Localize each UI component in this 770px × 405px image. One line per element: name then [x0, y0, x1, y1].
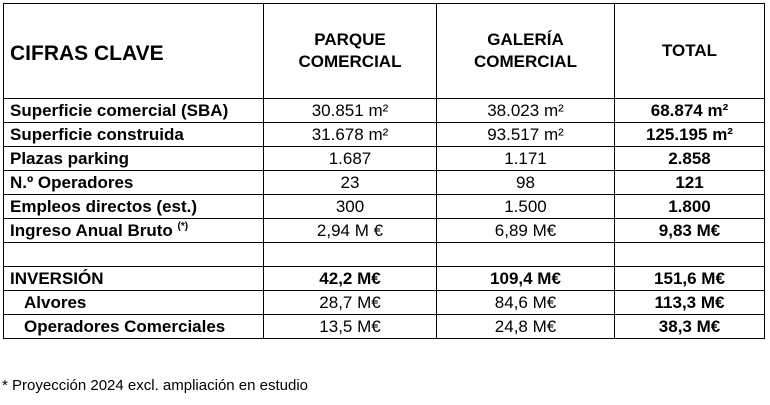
row-label: Superficie construida	[4, 123, 264, 147]
row-label: Superficie comercial (SBA)	[4, 99, 264, 123]
row-label: INVERSIÓN	[4, 267, 264, 291]
cell-galeria: 1.171	[437, 147, 615, 171]
column-header-line: COMERCIAL	[298, 52, 402, 71]
column-header-parque-comercial	[264, 4, 437, 99]
row-label	[4, 219, 264, 243]
table-row	[4, 171, 765, 195]
cell-parque: 300	[264, 195, 437, 219]
cell-galeria: 109,4 M€	[437, 267, 615, 291]
empty-row	[4, 243, 765, 267]
column-header-galeria-comercial	[437, 4, 615, 99]
key-figures-table	[3, 3, 765, 339]
row-label-text: Ingreso Anual Bruto	[10, 221, 173, 240]
table-row	[4, 147, 765, 171]
cell-galeria: 24,8 M€	[437, 315, 615, 339]
row-label: Alvores	[4, 291, 264, 315]
cell-total: 125.195 m²	[615, 123, 765, 147]
cell-total: 2.858	[615, 147, 765, 171]
column-header-line: PARQUE	[314, 30, 386, 49]
investment-subrow	[4, 315, 765, 339]
cell-galeria: 38.023 m²	[437, 99, 615, 123]
table-title: CIFRAS CLAVE	[4, 4, 264, 99]
cell-total: 121	[615, 171, 765, 195]
row-label: Empleos directos (est.)	[4, 195, 264, 219]
cell-parque: 2,94 M €	[264, 219, 437, 243]
cell-total: 68.874 m²	[615, 99, 765, 123]
cell-parque: 31.678 m²	[264, 123, 437, 147]
header-row	[4, 4, 765, 99]
row-label: Operadores Comerciales	[4, 315, 264, 339]
row-label: Plazas parking	[4, 147, 264, 171]
cell-parque: 13,5 M€	[264, 315, 437, 339]
cell-total: 38,3 M€	[615, 315, 765, 339]
cell-total: 9,83 M€	[615, 219, 765, 243]
cell-total: 1.800	[615, 195, 765, 219]
table-row	[4, 219, 765, 243]
column-header-line: GALERÍA	[487, 30, 564, 49]
empty-cell	[437, 243, 615, 267]
cell-galeria: 6,89 M€	[437, 219, 615, 243]
table-row	[4, 123, 765, 147]
cell-parque: 30.851 m²	[264, 99, 437, 123]
cell-parque: 28,7 M€	[264, 291, 437, 315]
footnote-mark: (*)	[177, 221, 189, 232]
cell-galeria: 84,6 M€	[437, 291, 615, 315]
cell-parque: 42,2 M€	[264, 267, 437, 291]
investment-row	[4, 267, 765, 291]
cell-galeria: 1.500	[437, 195, 615, 219]
table-row	[4, 99, 765, 123]
footnote: * Proyección 2024 excl. ampliación en estudio	[2, 377, 309, 394]
column-header-total: TOTAL	[615, 4, 765, 99]
cell-galeria: 93.517 m²	[437, 123, 615, 147]
cell-parque: 23	[264, 171, 437, 195]
empty-cell	[615, 243, 765, 267]
cell-parque: 1.687	[264, 147, 437, 171]
investment-subrow	[4, 291, 765, 315]
cell-total: 113,3 M€	[615, 291, 765, 315]
row-label: N.º Operadores	[4, 171, 264, 195]
table-row	[4, 195, 765, 219]
empty-cell	[264, 243, 437, 267]
empty-cell	[4, 243, 264, 267]
column-header-line: COMERCIAL	[474, 52, 577, 71]
cell-total: 151,6 M€	[615, 267, 765, 291]
cell-galeria: 98	[437, 171, 615, 195]
